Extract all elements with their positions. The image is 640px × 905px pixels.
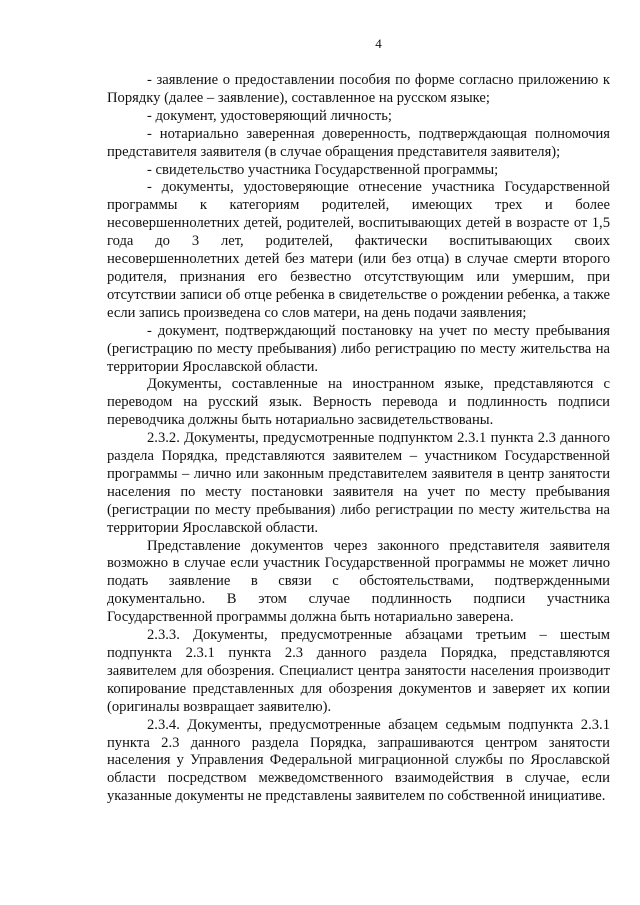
paragraph-legal-representative: Представление документов через законного представителя заявителя возможно в случае если участник Государственной программы не может лично подать заявление в связи с обстоятельствами, подтвержденными документально. В этом случае подлинность подписи участника Государственной программы должна быть нотариально заверена. [107, 537, 610, 626]
paragraph-2-3-2: 2.3.2. Документы, предусмотренные подпунктом 2.3.1 пункта 2.3 данного раздела Порядка, представляются заявителем – участником Государственной программы – лично или законным представителем заявителя в центр занятости населения по месту постановки заявителя на учет по месту пребывания (регистрации по месту пребывания) либо регистрации по месту жительства на территории Ярославской области. [107, 430, 610, 536]
list-item-category-documents: - документы, удостоверяющие отнесение участника Государственной программы к категориям родителей, имеющих трех и более несовершеннолетних детей, родителей, воспитывающих детей в возрасте от 1,5 года до 3 лет, родителей, фактически воспитывающих своих несовершеннолетних детей без матери (или без отца) в случае смерти второго родителя, признания его безвестно отсутствующим или умершим, при отсутствии записи об отце ребенка в свидетельстве о рождении ребенка, а также если запись произведена со слов матери, на день подачи заявления; [107, 179, 610, 321]
list-item-application: - заявление о предоставлении пособия по форме согласно приложению к Порядку (далее – заявление), составленное на русском языке; [107, 72, 610, 106]
paragraph-2-3-3: 2.3.3. Документы, предусмотренные абзацами третьим – шестым подпункта 2.3.1 пункта 2.3 данного раздела Порядка, представляются заявителем для обозрения. Специалист центра занятости населения производит копирование представленных для обозрения документов и заверяет их копии (оригиналы возвращает заявителю). [107, 627, 610, 715]
paragraph-2-3-4: 2.3.4. Документы, предусмотренные абзацем седьмым подпункта 2.3.1 пункта 2.3 данного раздела Порядка, запрашиваются центром занятости населения у Управления Федеральной миграционной службы по Ярославской области посредством межведомственного взаимодействия в случае, если указанные документы не представлены заявителем по собственной инициативе. [107, 716, 610, 805]
paragraph-foreign-documents: Документы, составленные на иностранном языке, представляются с переводом на русский язык. Верность перевода и подлинность подписи переводчика должны быть нотариально засвидетельствованы. [107, 376, 610, 429]
list-item-identity-document: - документ, удостоверяющий личность; [147, 107, 392, 124]
list-item-power-of-attorney: - нотариально заверенная доверенность, подтверждающая полномочия представителя заявителя (в случае обращения представителя заявителя); [107, 125, 610, 160]
list-item-registration-document: - документ, подтверждающий постановку на учет по месту пребывания (регистрацию по месту пребывания) либо регистрацию по месту жительства на территории Ярославской области. [107, 322, 610, 375]
list-item-participant-certificate: - свидетельство участника Государственной программы; [147, 161, 499, 178]
document-page [107, 36, 610, 806]
page-number: 4 [375, 36, 382, 51]
